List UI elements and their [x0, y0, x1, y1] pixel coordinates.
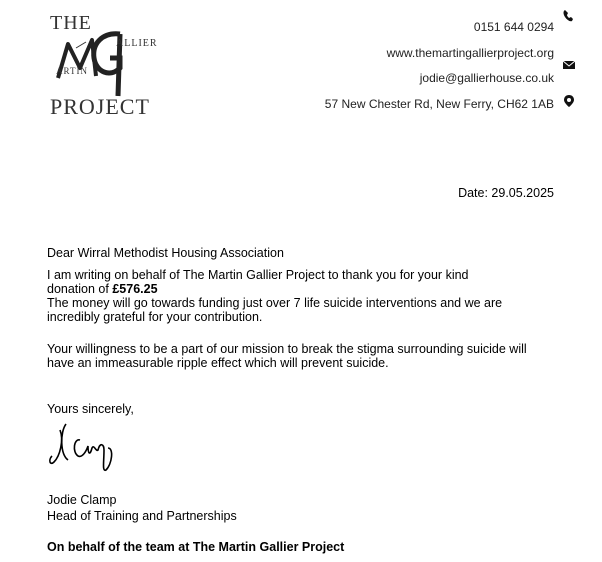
donation-prefix: donation of [47, 282, 113, 296]
donation-line [47, 282, 502, 296]
signer-title: Head of Training and Partnerships [47, 509, 237, 523]
logo-text-martin: ARTIN [56, 66, 88, 76]
team-line: On behalf of the team at The Martin Gallier Project [47, 540, 345, 554]
paragraph-line: I am writing on behalf of The Martin Gallier Project to thank you for your kind [47, 268, 469, 282]
closing: Yours sincerely, [47, 402, 134, 416]
letter-date: Date: 29.05.2025 [458, 186, 554, 200]
phone-icon [562, 9, 576, 23]
paragraph-line: incredibly grateful for your contribution. [47, 310, 263, 324]
contact-email[interactable]: jodie@gallierhouse.co.uk [419, 71, 554, 85]
logo-text-the: THE [50, 12, 92, 34]
contact-website[interactable]: www.themartingallierproject.org [386, 46, 554, 60]
signer-name: Jodie Clamp [47, 493, 117, 507]
paragraph-mission [47, 342, 527, 370]
contact-address: 57 New Chester Rd, New Ferry, CH62 1AB [324, 97, 554, 111]
location-pin-icon [562, 94, 576, 108]
paragraph-line: have an immeasurable ripple effect which will prevent suicide. [47, 356, 389, 370]
logo-text-gallier: ALLIER [116, 38, 158, 49]
paragraph-line: Your willingness to be a part of our mission to break the stigma surrounding suicide will [47, 342, 527, 356]
paragraph-thanks [47, 268, 502, 324]
logo-text-project: PROJECT [50, 94, 150, 119]
handwritten-signature [46, 418, 126, 474]
paragraph-line: The money will go towards funding just over 7 life suicide interventions and we are [47, 296, 503, 310]
salutation: Dear Wirral Methodist Housing Association [47, 246, 284, 260]
envelope-icon [562, 58, 576, 72]
contact-phone: 0151 644 0294 [473, 20, 554, 34]
organization-logo [46, 12, 158, 120]
donation-amount: £576.25 [112, 282, 158, 296]
